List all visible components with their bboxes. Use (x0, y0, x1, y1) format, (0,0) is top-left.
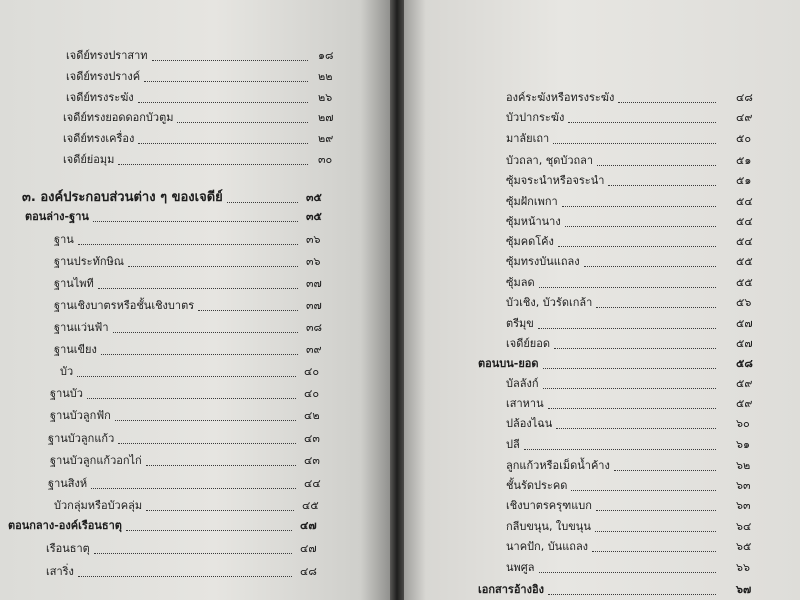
toc-dot-leader (77, 376, 296, 377)
toc-dot-leader (618, 102, 716, 103)
toc-dot-leader (98, 288, 298, 289)
toc-entry (506, 127, 766, 149)
toc-dot-leader (146, 465, 296, 466)
toc-entry-page-number: ๔๙ (736, 111, 753, 124)
toc-dot-leader (146, 510, 294, 511)
toc-entry-label: ลูกแก้วหรือเม็ดน้ำค้าง (506, 459, 610, 472)
toc-entry-label: ตรีมุข (506, 317, 534, 330)
toc-entry-label: ฐานบัวลูกฟัก (50, 409, 111, 422)
toc-entry (66, 65, 348, 87)
toc-dot-leader (113, 332, 298, 333)
toc-entry-page-number: ๑๘ (318, 49, 334, 62)
toc-entry-page-number: ๕๖ (736, 296, 752, 309)
toc-entry-label: นพศูล (506, 561, 535, 574)
toc-entry-label: ซุ้มฝักเพกา (506, 195, 558, 208)
toc-dot-leader (548, 408, 716, 409)
toc-entry (506, 190, 766, 212)
toc-entry-page-number: ๕๐ (736, 132, 752, 145)
toc-entry (50, 382, 334, 404)
toc-entry-page-number: ๕๙ (736, 377, 753, 390)
toc-entry-page-number: ๔๗ (300, 519, 317, 532)
toc-entry-label: เอกสารอ้างอิง (478, 583, 544, 596)
toc-dot-leader (614, 470, 716, 471)
toc-entry-page-number: ๓๕ (306, 191, 322, 204)
toc-entry (506, 515, 766, 537)
toc-entry-label: เสาริ่ง (46, 565, 74, 578)
toc-entry-label: องค์ระฆังหรือทรงระฆัง (506, 91, 615, 104)
toc-entry-label: บัวกลุ่มหรือบัวคลุ่ม (54, 499, 143, 512)
toc-entry (506, 149, 766, 171)
toc-entry-label: มาลัยเถา (506, 132, 550, 145)
toc-entry-label: ซุ้มคดโค้ง (506, 235, 554, 248)
toc-dot-leader (562, 206, 716, 207)
toc-entry-label: เจดีย์ทรงปราสาท (66, 49, 148, 62)
toc-entry-page-number: ๖๖ (736, 561, 750, 574)
toc-entry-page-number: ๕๔ (736, 195, 753, 208)
toc-entry (506, 230, 766, 252)
toc-dot-leader (608, 185, 716, 186)
toc-entry (60, 360, 334, 382)
toc-entry-page-number: ๖๓ (736, 479, 751, 492)
toc-entry-page-number: ๔๓ (304, 454, 320, 467)
toc-entry-label: ตอนบน-ยอด (478, 357, 539, 370)
toc-entry-page-number: ๕๕ (736, 255, 753, 268)
toc-entry (478, 578, 766, 600)
toc-dot-leader (101, 354, 298, 355)
toc-entry-label: ฐานเชิงบาตรหรือชั้นเชิงบาตร (54, 299, 195, 312)
toc-entry-page-number: ๖๑ (736, 438, 750, 451)
toc-entry (46, 560, 330, 582)
toc-dot-leader (539, 572, 717, 573)
toc-entry (25, 205, 336, 227)
toc-entry (50, 449, 334, 471)
toc-entry-page-number: ๔๓ (304, 432, 320, 445)
toc-entry-label: บัวถลา, ชุดบัวถลา (506, 154, 594, 167)
toc-dot-leader (543, 388, 717, 389)
toc-entry-page-number: ๕๕ (736, 276, 753, 289)
toc-entry-label: เสาหาน (506, 397, 544, 410)
toc-dot-leader (78, 244, 298, 245)
toc-entry (478, 352, 766, 374)
toc-entry-page-number: ๓๕ (306, 210, 322, 223)
toc-entry-page-number: ๖๔ (736, 520, 752, 533)
toc-entry (506, 556, 766, 578)
toc-entry-label: ฐานบัวลูกแก้วอกไก่ (50, 454, 142, 467)
toc-dot-leader (118, 443, 296, 444)
toc-entry-label: ฐานสิงห์ (48, 477, 88, 490)
toc-dot-leader (592, 551, 716, 552)
toc-entry-page-number: ๕๗ (736, 337, 753, 350)
toc-entry-page-number: ๖๓ (736, 499, 751, 512)
toc-dot-leader (94, 553, 292, 554)
toc-entry-label: เจดีย์ทรงเครื่อง (63, 132, 135, 145)
toc-dot-leader (538, 328, 716, 329)
toc-entry-label: บัว (60, 365, 74, 378)
toc-entry-page-number: ๓๖ (306, 255, 321, 268)
toc-dot-leader (138, 102, 308, 103)
toc-entry-page-number: ๔๘ (736, 91, 753, 104)
toc-entry (54, 316, 336, 338)
toc-entry-label: เจดีย์ทรงปรางค์ (66, 70, 141, 83)
toc-entry-page-number: ๕๑ (736, 174, 752, 187)
toc-dot-leader (596, 307, 716, 308)
toc-entry (506, 169, 766, 191)
toc-entry-label: ฐานประทักษิณ (54, 255, 124, 268)
toc-dot-leader (553, 143, 716, 144)
toc-dot-leader (556, 428, 716, 429)
toc-entry-page-number: ๒๗ (318, 111, 334, 124)
toc-entry-label: ฐาน (54, 233, 74, 246)
toc-entry-page-number: ๔๘ (300, 565, 317, 578)
toc-entry-label: กลีบขนุน, ใบขนุน (506, 520, 591, 533)
toc-entry-label: เชิงบาตรครุฑแบก (506, 499, 592, 512)
toc-entry-page-number: ๕๘ (736, 357, 753, 370)
toc-entry-page-number: ๖๗ (736, 583, 752, 596)
toc-dot-leader (138, 143, 308, 144)
toc-entry-label: เจดีย์ย่อมุม (63, 153, 115, 166)
toc-dot-leader (198, 310, 298, 311)
toc-entry (506, 433, 766, 455)
toc-entry (54, 250, 336, 272)
toc-entry-label: ฐานบัว (50, 387, 83, 400)
toc-entry (506, 106, 766, 128)
toc-dot-leader (227, 202, 298, 203)
toc-entry-page-number: ๖๐ (736, 417, 750, 430)
toc-dot-leader (126, 530, 292, 531)
toc-entry-label: ๓. องค์ประกอบส่วนต่าง ๆ ของเจดีย์ (22, 190, 223, 205)
toc-entry (506, 86, 766, 108)
toc-dot-leader (152, 60, 308, 61)
toc-entry-page-number: ๖๕ (736, 540, 752, 553)
toc-entry-label: ฐานแว่นฟ้า (54, 321, 109, 334)
toc-entry-page-number: ๕๑ (736, 154, 752, 167)
toc-entry-page-number: ๓๖ (306, 233, 321, 246)
toc-entry-page-number: ๕๗ (736, 317, 753, 330)
toc-entry-label: ซุ้มทรงบันแถลง (506, 255, 580, 268)
toc-entry-label: ซุ้มลด (506, 276, 535, 289)
toc-entry-page-number: ๓๙ (306, 343, 322, 356)
toc-entry (506, 312, 766, 334)
toc-dot-leader (539, 287, 716, 288)
toc-entry (50, 404, 334, 426)
toc-entry (506, 210, 766, 232)
toc-entry-page-number: ๓๐ (318, 153, 333, 166)
toc-dot-leader (118, 164, 308, 165)
toc-entry-label: เจดีย์ทรงระฆัง (66, 91, 134, 104)
toc-entry (63, 127, 348, 149)
toc-entry (506, 271, 766, 293)
book-spine (390, 0, 404, 600)
toc-entry-page-number: ๕๔ (736, 215, 753, 228)
toc-entry (63, 106, 348, 128)
toc-entry-label: บัวเชิง, บัวรัดเกล้า (506, 296, 593, 309)
toc-dot-leader (565, 226, 716, 227)
toc-entry (54, 228, 336, 250)
toc-dot-leader (558, 246, 716, 247)
toc-entry (506, 454, 766, 476)
toc-entry-label: บัวปากระฆัง (506, 111, 565, 124)
toc-dot-leader (177, 122, 308, 123)
toc-entry-page-number: ๔๒ (304, 409, 320, 422)
toc-entry-page-number: ๔๐ (304, 387, 320, 400)
toc-entry-page-number: ๔๗ (300, 542, 317, 555)
toc-dot-leader (543, 368, 716, 369)
toc-dot-leader (554, 348, 716, 349)
toc-dot-leader (597, 165, 716, 166)
toc-entry (54, 294, 336, 316)
toc-entry-page-number: ๒๒ (318, 70, 333, 83)
toc-entry-page-number: ๖๒ (736, 459, 751, 472)
toc-dot-leader (548, 594, 716, 595)
toc-entry (506, 412, 766, 434)
toc-entry (66, 86, 348, 108)
toc-entry-page-number: ๓๘ (306, 321, 323, 334)
toc-entry-label: เรือนธาตุ (46, 542, 90, 555)
toc-entry (506, 392, 766, 414)
toc-entry (506, 372, 766, 394)
toc-entry-label: เจดีย์ยอด (506, 337, 550, 350)
toc-entry (506, 535, 766, 557)
toc-entry (63, 148, 348, 170)
toc-entry (54, 272, 336, 294)
toc-entry-label: ตอนกลาง-องค์เรือนธาตุ (8, 519, 122, 532)
toc-entry (54, 338, 336, 360)
toc-dot-leader (568, 122, 716, 123)
toc-dot-leader (78, 576, 292, 577)
toc-entry-page-number: ๒๖ (318, 91, 333, 104)
toc-entry-page-number: ๓๗ (306, 299, 322, 312)
toc-entry (48, 472, 334, 494)
toc-entry-label: ตอนล่าง-ฐาน (25, 210, 89, 223)
toc-dot-leader (584, 266, 716, 267)
toc-entry (506, 474, 766, 496)
toc-entry-page-number: ๕๔ (736, 235, 753, 248)
toc-entry-label: ปล้องไฉน (506, 417, 553, 430)
toc-dot-leader (128, 266, 298, 267)
toc-entry-page-number: ๔๕ (302, 499, 319, 512)
toc-entry (506, 291, 766, 313)
toc-entry (46, 537, 330, 559)
toc-dot-leader (144, 81, 308, 82)
toc-entry-label: เจดีย์ทรงยอดดอกบัวตูม (63, 111, 174, 124)
toc-dot-leader (93, 221, 298, 222)
toc-entry-page-number: ๕๙ (736, 397, 753, 410)
toc-entry (506, 250, 766, 272)
toc-entry (66, 44, 348, 66)
toc-entry-page-number: ๒๙ (318, 132, 334, 145)
toc-entry-page-number: ๔๐ (304, 365, 320, 378)
toc-entry (48, 427, 334, 449)
toc-dot-leader (91, 488, 296, 489)
toc-entry-label: นาคปัก, บันแถลง (506, 540, 589, 553)
toc-entry-label: ชั้นรัดประคด (506, 479, 568, 492)
toc-entry (506, 332, 766, 354)
toc-entry-label: ซุ้มหน้านาง (506, 215, 561, 228)
toc-entry-label: ฐานเขียง (54, 343, 97, 356)
toc-entry-page-number: ๔๔ (304, 477, 321, 490)
toc-entry (506, 494, 766, 516)
toc-entry-label: ฐานบัวลูกแก้ว (48, 432, 115, 445)
toc-entry (8, 514, 330, 536)
toc-entry (54, 494, 332, 516)
toc-dot-leader (595, 531, 716, 532)
toc-dot-leader (524, 449, 716, 450)
toc-entry-label: บัลลังก์ (506, 377, 539, 390)
toc-dot-leader (571, 490, 716, 491)
toc-dot-leader (115, 420, 296, 421)
toc-entry-label: ซุ้มจระนำหรือจระนำ (506, 174, 605, 187)
toc-entry-label: ฐานไพที (54, 277, 94, 290)
toc-dot-leader (87, 398, 296, 399)
toc-dot-leader (596, 510, 716, 511)
toc-entry-page-number: ๓๗ (306, 277, 322, 290)
toc-entry-label: ปลี (506, 438, 520, 451)
